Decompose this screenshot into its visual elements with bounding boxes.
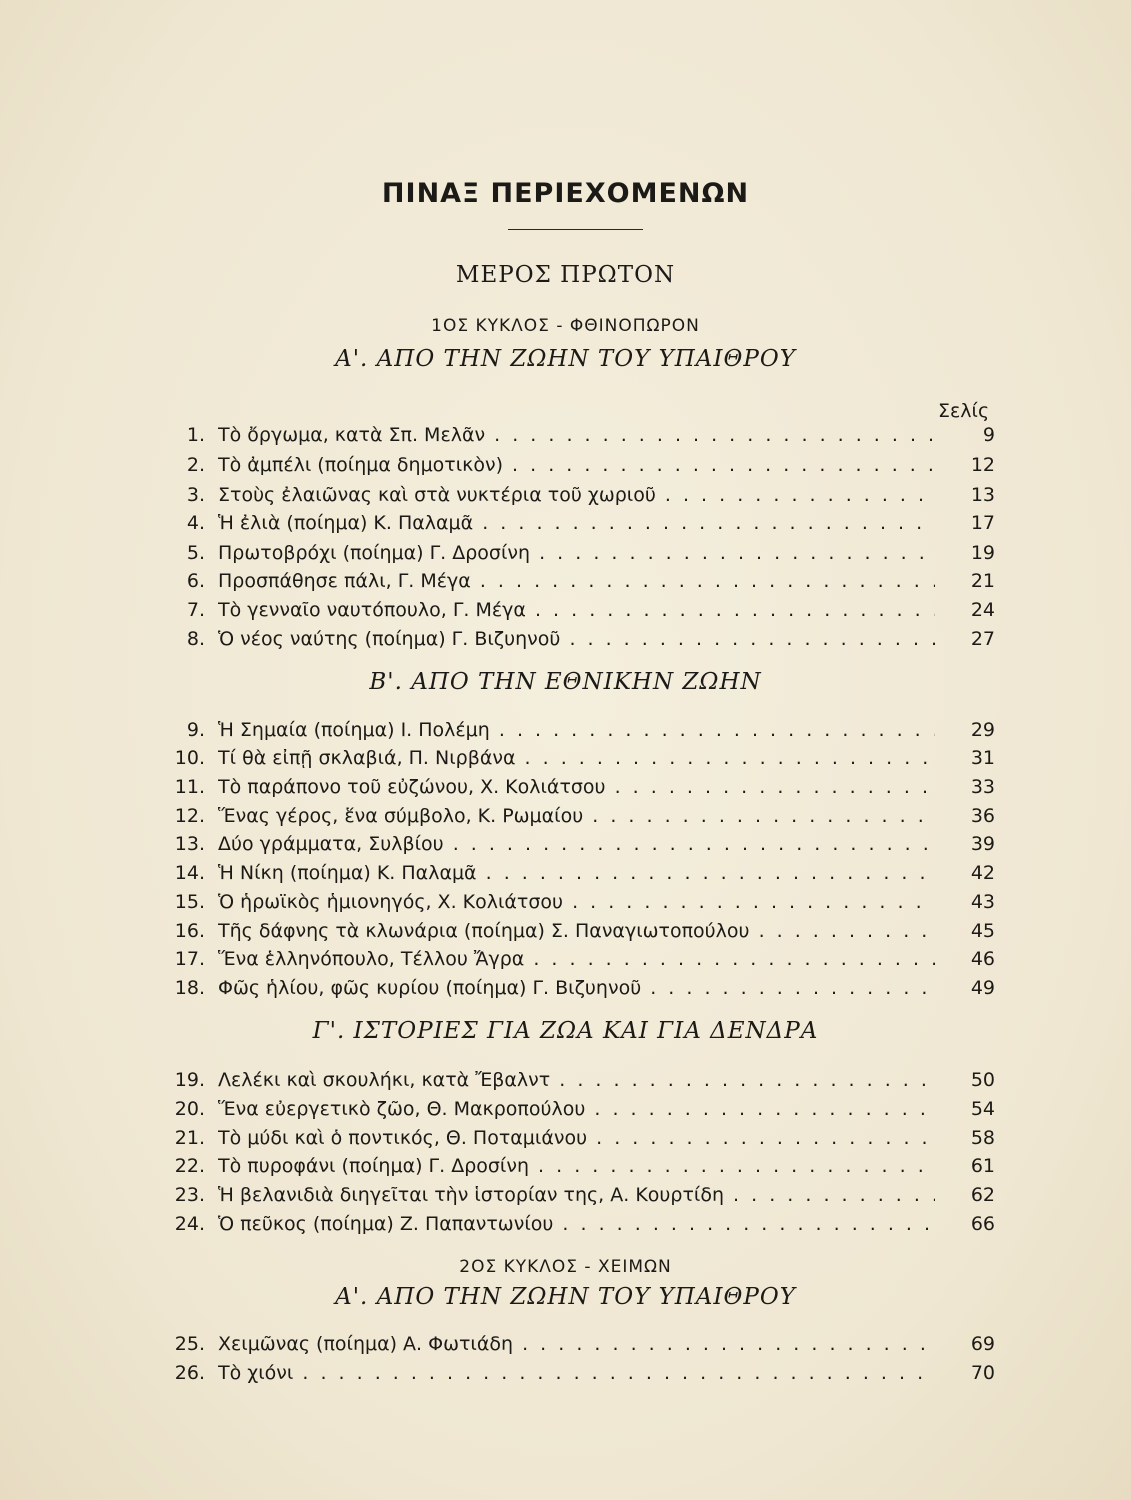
entry-title: Ὁ ἡρωϊκὸς ἡμιονηγός, Χ. Κολιάτσου . . . — [218, 889, 935, 915]
entry-number: 2. — [186, 454, 205, 476]
entry-number: 10. — [174, 747, 205, 769]
toc-entry — [160, 1360, 995, 1386]
entry-number: 25. — [174, 1333, 205, 1355]
entry-title: Τὸ ὄργωμα, κατὰ Σπ. Μελᾶν . . . — [218, 422, 935, 448]
entry-number: 9. — [186, 719, 205, 741]
toc-entry — [160, 774, 995, 800]
entry-number: 21. — [174, 1127, 205, 1149]
part-heading: ΜΕΡΟΣ ΠΡΩΤΟΝ — [455, 262, 676, 288]
entry-number: 5. — [186, 542, 205, 564]
toc-entry — [160, 831, 995, 857]
entry-title: Τῆς δάφνης τὰ κλωνάρια (ποίημα) Σ. Παναγιωτοπούλου . . . — [218, 918, 935, 944]
entry-page: 12 — [970, 454, 995, 476]
entry-title: Ἕνα ἑλληνόπουλο, Τέλλου Ἄγρα . . . — [218, 946, 935, 972]
entry-number: 17. — [174, 948, 205, 970]
entry-number: 19. — [174, 1069, 205, 1091]
entry-title: Λελέκι καὶ σκουλήκι, κατὰ Ἔβαλντ . . . — [218, 1067, 935, 1093]
entry-title: Ἡ Σημαία (ποίημα) Ι. Πολέμη . . . — [218, 717, 935, 743]
title-divider — [508, 229, 643, 230]
entry-page: 45 — [970, 920, 995, 942]
entry-title: Στοὺς ἐλαιῶνας καὶ στὰ νυκτέρια τοῦ χωριοῦ . . . — [218, 482, 935, 508]
entry-page: 50 — [970, 1069, 995, 1091]
entry-title: Τί θὰ εἰπῇ σκλαβιά, Π. Νιρβάνα . . . — [218, 745, 935, 771]
entry-page: 70 — [970, 1362, 995, 1384]
entry-number: 15. — [174, 891, 205, 913]
entry-number: 26. — [174, 1362, 205, 1384]
entry-title: Πρωτοβρόχι (ποίημα) Γ. Δροσίνη . . . — [218, 540, 935, 566]
entry-title: Ἕνα εὐεργετικὸ ζῶο, Θ. Μακροπούλου . . . — [218, 1096, 935, 1122]
entry-number: 12. — [174, 805, 205, 827]
entry-number: 23. — [174, 1184, 205, 1206]
entry-number: 6. — [186, 570, 205, 592]
toc-entry — [160, 918, 995, 944]
entry-title: Τὸ πυροφάνι (ποίημα) Γ. Δροσίνη . . . — [218, 1153, 935, 1179]
toc-entry — [160, 860, 995, 886]
entry-title: Ἡ Νίκη (ποίημα) Κ. Παλαμᾶ . . . — [218, 860, 935, 886]
entry-page: 58 — [970, 1127, 995, 1149]
entry-page: 33 — [970, 776, 995, 798]
entry-number: 7. — [186, 599, 205, 621]
entry-title: Τὸ μύδι καὶ ὁ ποντικός, Θ. Ποταμιάνου . . . — [218, 1125, 935, 1151]
section-heading-a2: Α'. ΑΠΟ ΤΗΝ ΖΩΗΝ ΤΟΥ ΥΠΑΙΘΡΟΥ — [335, 1284, 796, 1310]
cycle-heading-1: 1ΟΣ ΚΥΚΛΟΣ - ΦΘΙΝΟΠΩΡΟΝ — [431, 316, 700, 336]
toc-entry — [160, 975, 995, 1001]
entry-number: 24. — [174, 1213, 205, 1235]
entry-page: 69 — [970, 1333, 995, 1355]
entry-title: Ὁ νέος ναύτης (ποίημα) Γ. Βιζυηνοῦ . . . — [218, 626, 935, 652]
entry-title: Τὸ γενναῖο ναυτόπουλο, Γ. Μέγα . . . — [218, 597, 935, 623]
entry-number: 16. — [174, 920, 205, 942]
entry-number: 14. — [174, 862, 205, 884]
toc-entry — [160, 889, 995, 915]
toc-entry — [160, 1331, 995, 1357]
toc-entry — [160, 1182, 995, 1208]
entry-number: 22. — [174, 1155, 205, 1177]
toc-entry — [160, 626, 995, 652]
entry-title: Ἡ ἐλιὰ (ποίημα) Κ. Παλαμᾶ . . . — [218, 510, 935, 536]
entry-title: Ὁ πεῦκος (ποίημα) Ζ. Παπαντωνίου . . . — [218, 1211, 935, 1237]
entry-number: 8. — [186, 628, 205, 650]
toc-entry — [160, 803, 995, 829]
entry-page: 54 — [970, 1098, 995, 1120]
toc-entry — [160, 482, 995, 508]
toc-entry — [160, 540, 995, 566]
toc-entry — [160, 745, 995, 771]
toc-entry — [160, 946, 995, 972]
toc-entry — [160, 510, 995, 536]
entry-title: Φῶς ἡλίου, φῶς κυρίου (ποίημα) Γ. Βιζυηνοῦ . . . — [218, 975, 935, 1001]
entry-title: Τὸ χιόνι . . . — [218, 1360, 935, 1386]
section-heading-a1: Α'. ΑΠΟ ΤΗΝ ΖΩΗΝ ΤΟΥ ΥΠΑΙΘΡΟΥ — [335, 346, 796, 372]
section-heading-c: Γ'. ΙΣΤΟΡΙΕΣ ΓΙΑ ΖΩΑ ΚΑΙ ΓΙΑ ΔΕΝΔΡΑ — [312, 1018, 819, 1044]
toc-entry — [160, 1153, 995, 1179]
page-column-header: Σελίς — [938, 400, 990, 422]
entry-title: Προσπάθησε πάλι, Γ. Μέγα . . . — [218, 568, 935, 594]
entry-title: Ἡ βελανιδιὰ διηγεῖται τὴν ἱστορίαν της, Α. Κουρτίδη . . . — [218, 1182, 935, 1208]
entry-page: 17 — [970, 512, 995, 534]
entry-page: 49 — [970, 977, 995, 999]
section-heading-b: Β'. ΑΠΟ ΤΗΝ ΕΘΝΙΚΗΝ ΖΩΗΝ — [369, 669, 762, 695]
entry-page: 9 — [982, 424, 995, 446]
entry-page: 61 — [970, 1155, 995, 1177]
entry-number: 20. — [174, 1098, 205, 1120]
entry-title: Χειμῶνας (ποίημα) Α. Φωτιάδη . . . — [218, 1331, 935, 1357]
entry-number: 4. — [186, 512, 205, 534]
toc-entry — [160, 422, 995, 448]
entry-title: Δύο γράμματα, Συλβίου . . . — [218, 831, 935, 857]
entry-title: Τὸ παράπονο τοῦ εὐζώνου, Χ. Κολιάτσου . . . — [218, 774, 935, 800]
entry-title: Ἕνας γέρος, ἕνα σύμβολο, Κ. Ρωμαίου . . . — [218, 803, 935, 829]
entry-number: 3. — [186, 484, 205, 506]
toc-entry — [160, 717, 995, 743]
toc-entry — [160, 1096, 995, 1122]
entry-page: 31 — [970, 747, 995, 769]
entry-page: 27 — [970, 628, 995, 650]
toc-entry — [160, 452, 995, 478]
toc-entry — [160, 568, 995, 594]
entry-page: 36 — [970, 805, 995, 827]
entry-number: 13. — [174, 833, 205, 855]
entry-page: 29 — [970, 719, 995, 741]
toc-entry — [160, 1125, 995, 1151]
entry-page: 39 — [970, 833, 995, 855]
entry-page: 24 — [970, 599, 995, 621]
cycle-heading-2: 2ΟΣ ΚΥΚΛΟΣ - ΧΕΙΜΩΝ — [459, 1257, 672, 1277]
entry-page: 42 — [970, 862, 995, 884]
entry-number: 1. — [186, 424, 205, 446]
toc-entry — [160, 597, 995, 623]
entry-page: 19 — [970, 542, 995, 564]
entry-page: 43 — [970, 891, 995, 913]
entry-page: 13 — [970, 484, 995, 506]
entry-number: 18. — [174, 977, 205, 999]
entry-page: 46 — [970, 948, 995, 970]
entry-title: Τὸ ἀμπέλι (ποίημα δημοτικὸν) . . . — [218, 452, 935, 478]
toc-entry — [160, 1211, 995, 1237]
page-title: ΠΙΝΑΞ ΠΕΡΙΕΧΟΜΕΝΩΝ — [381, 178, 750, 209]
entry-page: 62 — [970, 1184, 995, 1206]
toc-entry — [160, 1067, 995, 1093]
entry-page: 66 — [970, 1213, 995, 1235]
entry-page: 21 — [970, 570, 995, 592]
entry-number: 11. — [174, 776, 205, 798]
